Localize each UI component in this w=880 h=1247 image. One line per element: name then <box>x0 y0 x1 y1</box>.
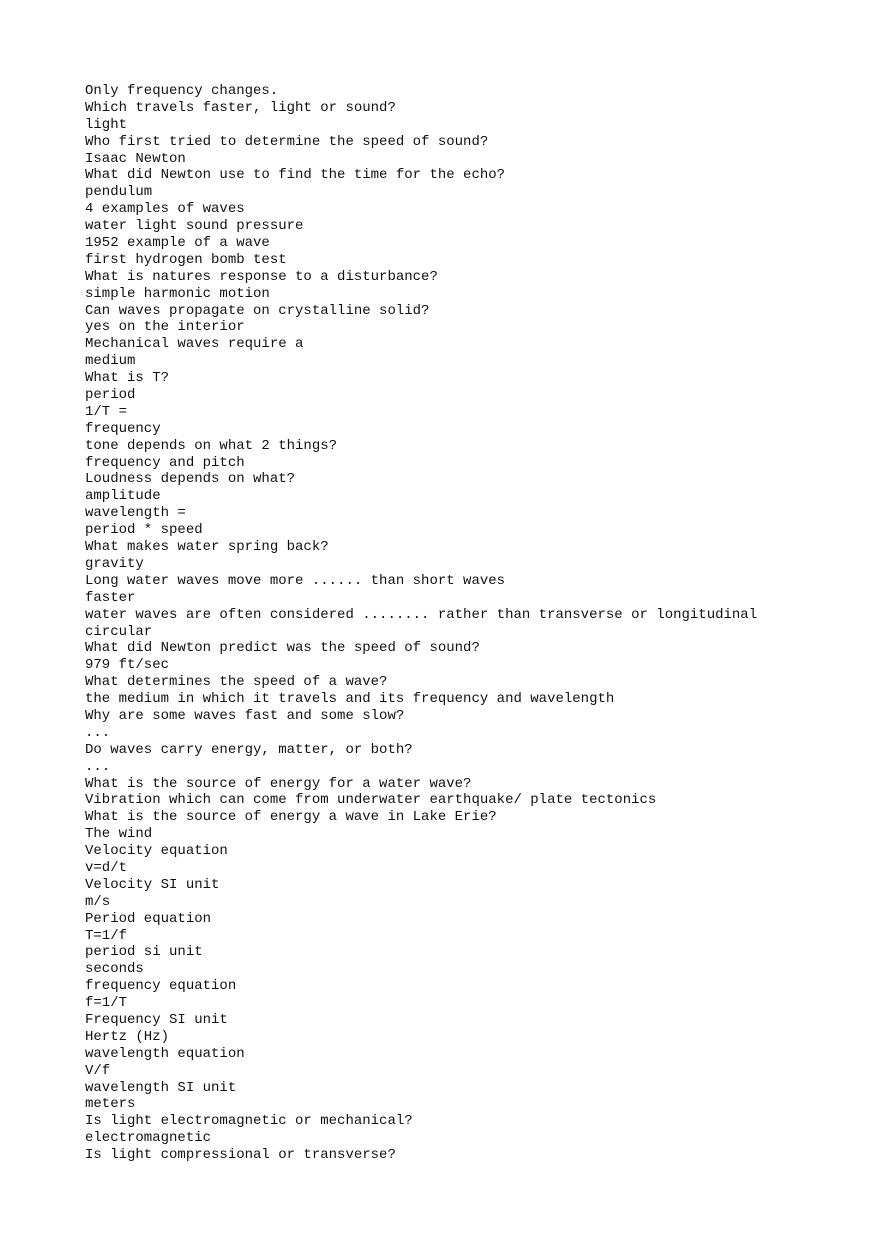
document-line: Who first tried to determine the speed of sound? <box>85 133 489 150</box>
document-line: ... <box>85 724 111 741</box>
document-line: pendulum <box>85 184 153 201</box>
document-line: V/f <box>85 1062 111 1079</box>
document-line: Is light electromagnetic or mechanical? <box>85 1113 413 1130</box>
document-line: the medium in which it travels and its frequency and wavelength <box>85 691 615 708</box>
document-line: amplitude <box>85 488 161 505</box>
document-line: What determines the speed of a wave? <box>85 674 388 691</box>
document-line: Frequency SI unit <box>85 1011 228 1028</box>
document-line: 1952 example of a wave <box>85 235 270 252</box>
document-line: What is natures response to a disturbance? <box>85 268 438 285</box>
document-line: What makes water spring back? <box>85 539 329 556</box>
document-line: period <box>85 387 136 404</box>
document-line: Mechanical waves require a <box>85 336 304 353</box>
document-line: f=1/T <box>85 995 128 1012</box>
document-line: meters <box>85 1096 136 1113</box>
document-line: Isaac Newton <box>85 150 186 167</box>
document-line: What did Newton predict was the speed of sound? <box>85 640 480 657</box>
document-line: frequency equation <box>85 978 237 995</box>
document-line: Why are some waves fast and some slow? <box>85 707 405 724</box>
document-line: period si unit <box>85 944 203 961</box>
document-line: medium <box>85 353 136 370</box>
document-line: wavelength equation <box>85 1045 245 1062</box>
document-line: 979 ft/sec <box>85 657 170 674</box>
document-text <box>85 83 865 1164</box>
document-line: What is the source of energy a wave in Lake Erie? <box>85 809 497 826</box>
document-line: Only frequency changes. <box>85 83 279 99</box>
document-line: tone depends on what 2 things? <box>85 437 338 454</box>
document-line: Velocity SI unit <box>85 876 220 893</box>
document-line: What is the source of energy for a water wave? <box>85 775 472 792</box>
document-line: Do waves carry energy, matter, or both? <box>85 741 413 758</box>
document-line: simple harmonic motion <box>85 285 270 302</box>
document-line: circular <box>85 623 153 640</box>
document-line: frequency and pitch <box>85 454 245 471</box>
document-line: 4 examples of waves <box>85 201 245 218</box>
document-line: Vibration which can come from underwater earthquake/ plate tectonics <box>85 792 657 809</box>
document-line: Velocity equation <box>85 843 228 860</box>
document-line: The wind <box>85 826 153 843</box>
document-line: v=d/t <box>85 859 128 876</box>
document-line: m/s <box>85 893 111 910</box>
document-line: electromagnetic <box>85 1130 212 1147</box>
document-line: Is light compressional or transverse? <box>85 1147 396 1164</box>
document-line: first hydrogen bomb test <box>85 251 287 268</box>
document-line: seconds <box>85 961 144 978</box>
document-line: water waves are often considered ........ rather than transverse or longitudinal <box>85 606 758 623</box>
document-line: Long water waves move more ...... than short waves <box>85 572 506 589</box>
document-line: What is T? <box>85 370 170 387</box>
document-line: Period equation <box>85 910 212 927</box>
document-line: ... <box>85 758 111 775</box>
document-line: light <box>85 116 128 133</box>
document-line: faster <box>85 589 136 606</box>
document-line: 1/T = <box>85 403 128 420</box>
document-line: water light sound pressure <box>85 218 304 235</box>
document-line: What did Newton use to find the time for the echo? <box>85 167 506 184</box>
document-line: wavelength SI unit <box>85 1079 237 1096</box>
document-line: Can waves propagate on crystalline solid? <box>85 302 430 319</box>
document-line: Loudness depends on what? <box>85 471 296 488</box>
document-line: Hertz (Hz) <box>85 1028 170 1045</box>
document-line: gravity <box>85 555 144 572</box>
document-line: yes on the interior <box>85 319 245 336</box>
document-line: Which travels faster, light or sound? <box>85 99 396 116</box>
document-line: T=1/f <box>85 927 128 944</box>
document-line: period * speed <box>85 522 203 539</box>
document-line: wavelength = <box>85 505 186 522</box>
document-line: frequency <box>85 420 161 437</box>
